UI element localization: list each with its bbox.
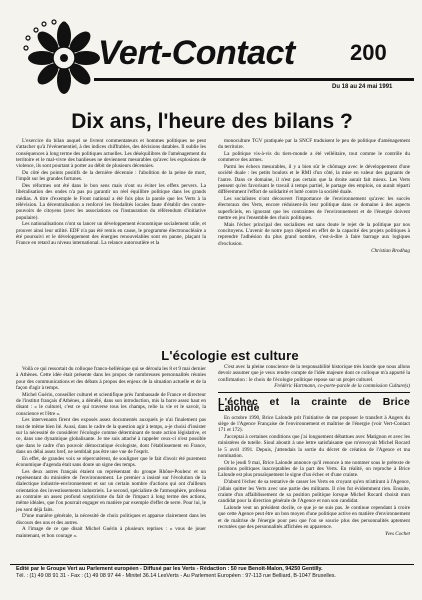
paragraph: Mais l'échec principal des socialistes est sans doute le rejet de la politique par nos concitoyens. L'avenir de notre pays dépend en effet de la capacité des projets politiques à reprendre l'adhésion du plus grand nombre, c'est-à-dire à faire barrage aux logiques d'exclusion. [218, 221, 410, 247]
paragraph: En effet, de grandes voix se répercutèrent, de souligner que le fait d'avoir été purement économique d'agenda était sans doute un signe des temps. [16, 455, 206, 468]
footer-publisher: Edité par le Groupe Vert au Parlement européen - Diffusé par les Verts - Rédaction : 50 rue Benoît-Malon, 94250 Gentilly. [16, 566, 323, 572]
article2-conclusion [218, 364, 410, 393]
footer [16, 566, 412, 580]
paragraph: Lalonde veut un président docile, ce que je ne suis pas. Je continue cependant à croire que cette Agence peut être un bon moyen d'une politique active en matière d'environnement et de maîtrise de l'énergie pour peu que l'on se soucie plus des personnalités aptement recrutées que des personnalités affichées en apparence. [218, 504, 410, 530]
right-column-lower [218, 364, 410, 537]
paragraph: Voilà ce qui ressortait du colloque franco-hellénique qui se déroula les 8 et 9 mai dernier à Athènes. Cette idée était présente dans les propos de nombreuses personnalités réunies pour des communications et des débats à propos des enjeux de la situation actuelle et de la façon d'agir à temps. [16, 366, 206, 391]
signature: Frédéric Hartmann, co-porte-parole de la commission Culture(s) [274, 383, 410, 390]
paragraph: Les nationalisations n'ont su lancer un développement économique socialement utile, et prouver ainsi leur utilité. EDF n'a pas été remis en cause, le programme électronucléaire a été poursuivi et le développement des énergies renouvelables sont en panne, plaçant la France en retard au niveau international. La relance autoroutière et la [16, 221, 206, 247]
paragraph: La politique vis-à-vis du tiers-monde a été velléitaire, tout comme le contrôle du commerce des armes. [218, 151, 410, 164]
newspaper-page [10, 8, 414, 592]
paragraph: Michel Guérin, conseiller culturel et scientifique près l'ambassade de France et directeur de l'institut français d'Athènes, a démêlé, dans son introduction, mis la barre assez haut en disant : « le culturel, c'est ce qui traverse tous les champs, relie la vie et le savoir, la conscience et l'être ». [16, 391, 206, 417]
paragraph: Les intervenants firent des exposés assez documentés auxquels je n'ai finalement pas tout de même bien lié. Aussi, dans le cadre de la question agir à temps, a-je choisi d'insister sur la nécessité de considérer l'écologie comme déterminant de toute action législative, et ce, dans une dynamique globalisante. Je me suis attaché à rappeler ceux-ci n'est possible que dans le cadre d'un pouvoir démocratique écologiste, dont l'établissement en France, dans un délai assez bref, ne semblait pas être une vue de l'esprit. [16, 417, 206, 455]
issue-number: 200 [350, 40, 387, 65]
paragraph: Des réformes ont été dans le bon sens mais n'ont su éviter les effets pervers. La libéralisation des ondes n'a pas pu garantir un réel équilibre politique dans les grands médias. A titre d'exemple le Front national a été fois plus la parole que les Verts à la télévision. La décentralisation a renforcé les féodalités locales faute d'établir des contre-pouvoirs de citoyens (avec les associations ou l'instauration du référendum d'initiative populaire). [16, 183, 206, 221]
signature: Christian Brodhag [371, 247, 410, 254]
paragraph: C'est avec la pleine conscience de la responsabilité historique très lourde que nous allons devoir assumer que je veux rendre compte de l'idée majeure dont ce colloque m'a apporté la confirmation : le choix de l'écologie politique repose sur un projet culturel. [218, 364, 410, 383]
paragraph: Parmi les échecs mesurables, il y a bien sûr le chômage avec le développement d'une société duale : les petits boulots et le RMI d'un côté, la mise en valeur des gagnants de l'autre. Dans ce domaine, il n'est pas certain que la droite aurait fait mieux. Les Verts pensent qu'en favorisant le travail à temps partiel, le partage des emplois, on aurait réparti différemment l'effort de solidarité et lutté contre la société duale. [218, 164, 410, 196]
issue-dates: Du 18 au 24 mai 1991 [332, 84, 393, 90]
masthead-rule [94, 78, 414, 81]
paragraph: Les deux autres français étaient un représentant du groupe Rhône-Poulenc et un représentant du ministère de l'environnement. Le premier a insisté sur l'évolution de la dialectique industrie-environnement et sur un certain nombre d'actions qui ont d'ailleurs orientation des investissements industriels. Le second, spécialiste de l'atmosphère, professa au contraire un assez profond scepticisme du fait de l'impact à long terme des actions, même idéales, que l'on pourrait engager en matière par exemple d'effet de serre. Pour lui, le jeu sont déjà faits. [16, 468, 206, 513]
paragraph: D'une manière générale, la nécessité de choix politiques et apparue clairement dans les discours des uns et des autres. [16, 513, 206, 526]
paragraph: D'abord l'échec de sa tentative de casser les Verts en croyant qu'en m'attirant à l'Agence, j'allais quitter les Verts avec une partie des militants. Il n'en fut évidemment rien. Ensuite, crainte d'un affaiblissement de sa position politique lorsque Michel Rocard choisit mon candidat pour la direction générale de l'Agence et non son candidat. [218, 479, 410, 505]
article1-column2 [218, 138, 410, 254]
paragraph: monoculture TGV pratiquée par la SNCF traduisent le peu de politique d'aménagement du territoire. [218, 138, 410, 151]
article1-column1 [16, 138, 206, 247]
paragraph: En octobre 1990, Brice Lalonde prit l'initiative de me proposer le transfert à Angers du siège de l'Agence Française de l'environnement et maîtrise de l'énergie (voir Vert-Contact 171 et 172). [218, 414, 410, 434]
article2-title: L'écologie est culture [161, 348, 299, 363]
footer-rule [10, 564, 414, 565]
signature: Yves Cochet [384, 530, 410, 537]
headline: Dix ans, l'heure des bilans ? [71, 110, 353, 133]
paragraph: Du côté des points positifs de la dernière décennie : l'abolition de la peine de mort, l'impôt sur les grandes fortunes. [16, 169, 206, 183]
paragraph: L'exercice du bilan auquel se livrent commentateurs et hommes politiques ne peut s'attacher qu'à l'événementiel, à des indices chiffrables, des décisions datables. Il oublie les conséquences à long terme des politiques actuelles. Les déséquilibres de l'aménagement du territoire et le mal-vivre des banlieues ne deviennent mesurables qu'avec les explosions de violence, ils sont pourtant à porter au débit de plusieurs décennies. [16, 138, 206, 170]
paragraph: J'acceptai à certaines conditions que j'ai longuement débattues avec Matignon et avec les ministères de tutelle. Sioul aboutit à une lettre satisfaisante que m'envoyait Michel Rocard le 5 avril 1991. Depuis, j'attendais la sortie du décret de création de l'Agence et ma nomination. [218, 434, 410, 460]
article3-title: L'échec et la crainte de Brice Lalonde [218, 396, 410, 415]
paragraph: Les socialistes n'ont découvert l'importance de l'environnement qu'avec les succès électoraux des Verts, encore réduisent-ils leur politique dans ce domaine à des aspects superficiels, en ignorant que les contraintes de l'environnement et de l'énergie doivent mettre en jeu l'ensemble des choix politiques. [218, 196, 410, 222]
footer-contact: Tél. : (1) 49 08 91 31 - Fax : (1) 49 08 97 44 - Minitel 36.14 LesVerts - Au Parlement Européen : 97-113 rue Belliard, B-1047 Bruxelles. [16, 573, 336, 579]
article2-column1 [16, 366, 206, 540]
paragraph: A l'image de ce que disait Michel Guérin à plusieurs reprises : « vous de jouer maintenant, et bon courage ». [16, 526, 206, 539]
masthead-title: Vert-Contact [98, 34, 295, 72]
paragraph: Or le jeudi 9 mai, Brice Lalonde annonce qu'il renonce à me nommer sous le prétexte de positions politiques inacceptables de la part des Verts. En réalité, on reproche à Brice Lalonde est plus prosaïquement le signe d'un échec et d'une crainte. [218, 459, 410, 479]
